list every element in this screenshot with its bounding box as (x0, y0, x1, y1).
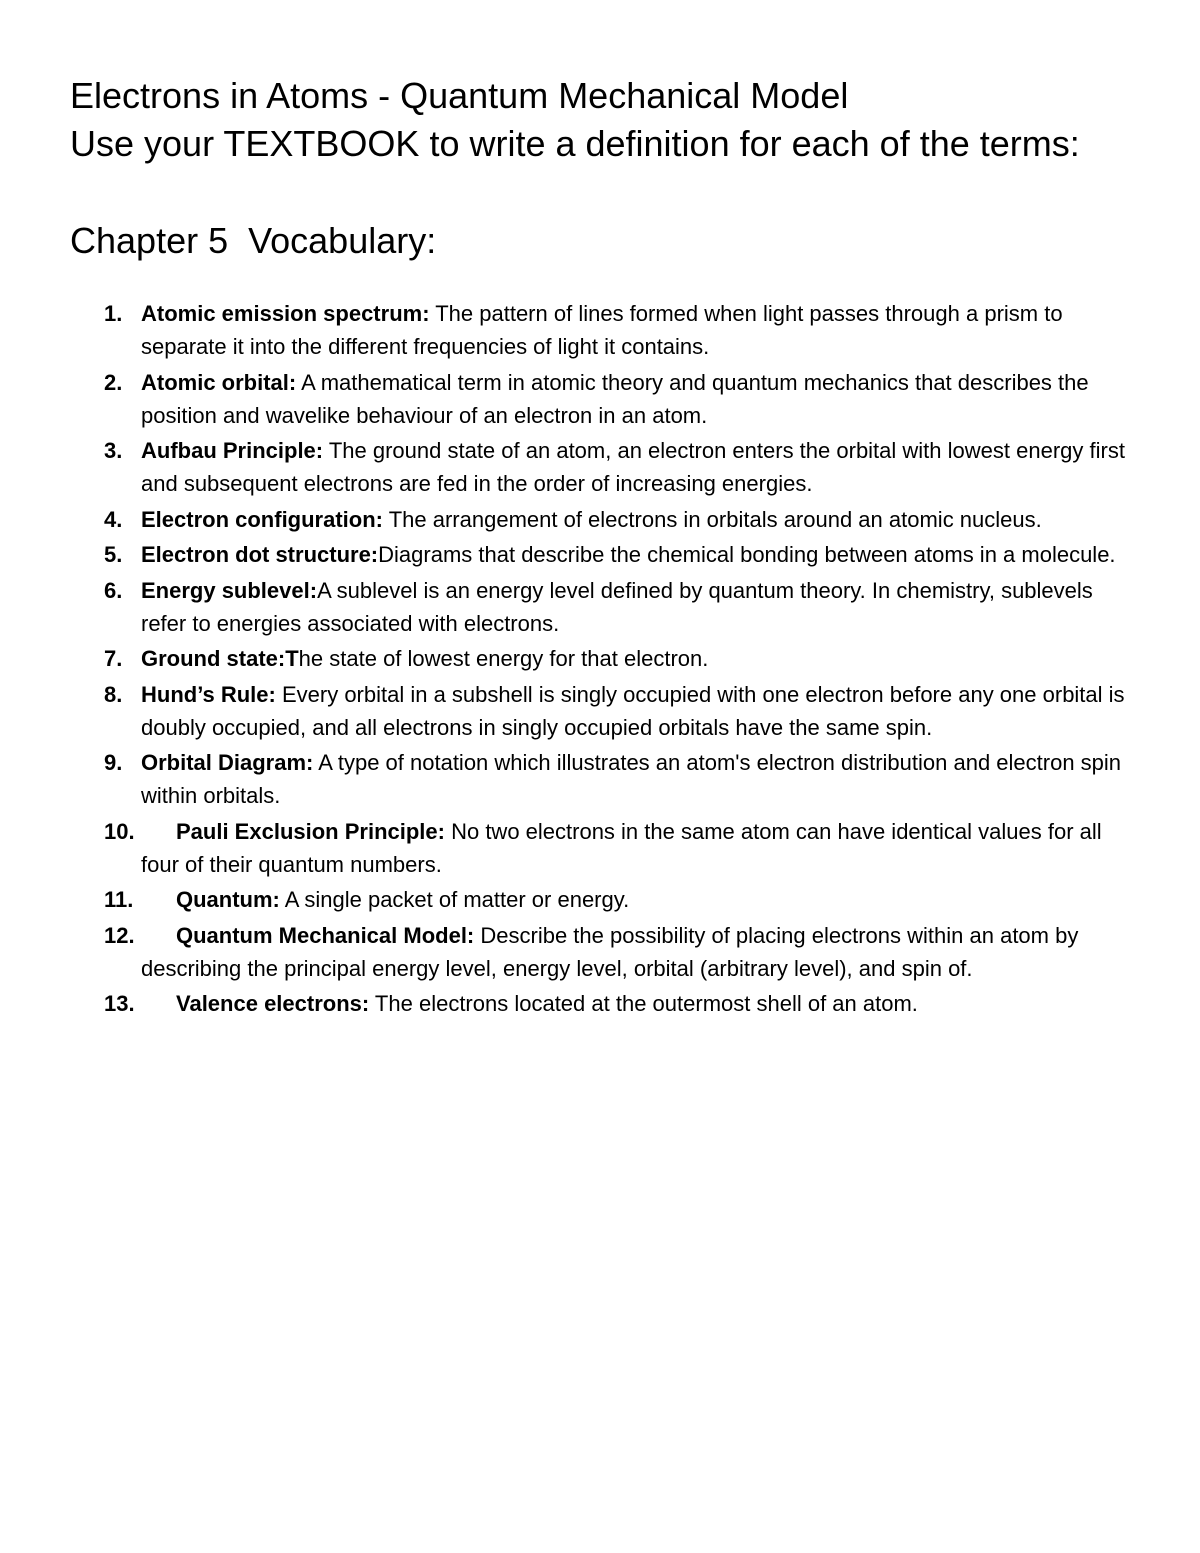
term-definition: A single packet of matter or energy. (279, 887, 630, 912)
term-definition: The pattern of lines formed when light passes through a prism to separate it into the different frequencies of light it contains. (141, 301, 1063, 359)
vocab-item (0, 434, 1200, 500)
term-definition: Describe the possibility of placing electrons within an atom by describing the principal energy level, energy level, orbital (arbitrary level), and spin of. (141, 922, 1079, 981)
chapter-heading: Chapter 5 Vocabulary: (70, 220, 437, 261)
item-number: 13. (104, 991, 135, 1016)
term-definition: The ground state of an atom, an electron enters the orbital with lowest energy first and subsequent electrons are fed in the order of increasing energies. (141, 438, 1125, 496)
item-number: 4. (104, 506, 123, 532)
term-name: Orbital Diagram: (141, 750, 314, 775)
term-definition: A sublevel is an energy level defined by quantum theory. In chemistry, sublevels refer to energies associated with electrons. (141, 577, 1093, 636)
item-number: 1. (104, 301, 123, 326)
item-number: 9. (104, 750, 123, 775)
vocabulary-list (0, 297, 1200, 1023)
item-number: 3. (104, 438, 123, 463)
document-title: Electrons in Atoms - Quantum Mechanical Model (70, 75, 849, 116)
term-name: Atomic orbital: (141, 369, 297, 395)
vocab-item (0, 919, 1200, 985)
vocab-item (0, 987, 1200, 1020)
vocab-item (0, 678, 1200, 744)
item-number: 12. (104, 922, 135, 948)
term-name: Quantum: (176, 887, 280, 912)
term-definition: A mathematical term in atomic theory and quantum mechanics that describes the position and wavelike behaviour of an electron in an atom. (141, 369, 1089, 428)
item-number: 10. (104, 818, 135, 844)
instruction-text: Use your TEXTBOOK to write a definition for each of the terms: (70, 123, 1080, 164)
vocab-item (0, 746, 1200, 812)
term-name: Hund’s Rule: (141, 681, 276, 707)
term-name: Electron dot structure: (141, 542, 379, 567)
term-definition: The arrangement of electrons in orbitals around an atomic nucleus. (383, 506, 1042, 532)
term-name: Valence electrons: (176, 991, 370, 1016)
term-name: Electron configuration: (141, 506, 383, 532)
item-number: 11. (104, 887, 134, 912)
term-name: Aufbau Principle: (141, 438, 324, 463)
term-name: Atomic emission spectrum: (141, 301, 430, 326)
vocab-item (0, 503, 1200, 536)
vocab-item (0, 642, 1200, 675)
vocab-item (0, 815, 1200, 881)
vocab-item (0, 574, 1200, 640)
term-definition: The electrons located at the outermost shell of an atom. (369, 991, 918, 1016)
term-definition: he state of lowest energy for that electron. (298, 646, 709, 671)
vocab-item (0, 538, 1200, 571)
item-number: 6. (104, 577, 123, 603)
term-name: Quantum Mechanical Model: (176, 922, 475, 948)
item-number: 8. (104, 681, 123, 707)
term-name: Energy sublevel: (141, 577, 318, 603)
term-definition: Diagrams that describe the chemical bonding between atoms in a molecule. (378, 542, 1116, 567)
item-number: 7. (104, 646, 123, 671)
term-definition: Every orbital in a subshell is singly occupied with one electron before any one orbital is doubly occupied, and all electrons in singly occupied orbitals have the same spin. (141, 681, 1125, 740)
term-name: Ground state:T (141, 646, 299, 671)
term-definition: A type of notation which illustrates an atom's electron distribution and electron spin within orbitals. (141, 750, 1122, 808)
vocab-item (0, 366, 1200, 432)
heading-block (70, 72, 1150, 168)
vocab-item (0, 883, 1200, 916)
item-number: 5. (104, 542, 123, 567)
item-number: 2. (104, 369, 123, 395)
term-definition: No two electrons in the same atom can have identical values for all four of their quantum numbers. (141, 818, 1102, 877)
vocab-item (0, 297, 1200, 363)
term-name: Pauli Exclusion Principle: (176, 818, 445, 844)
